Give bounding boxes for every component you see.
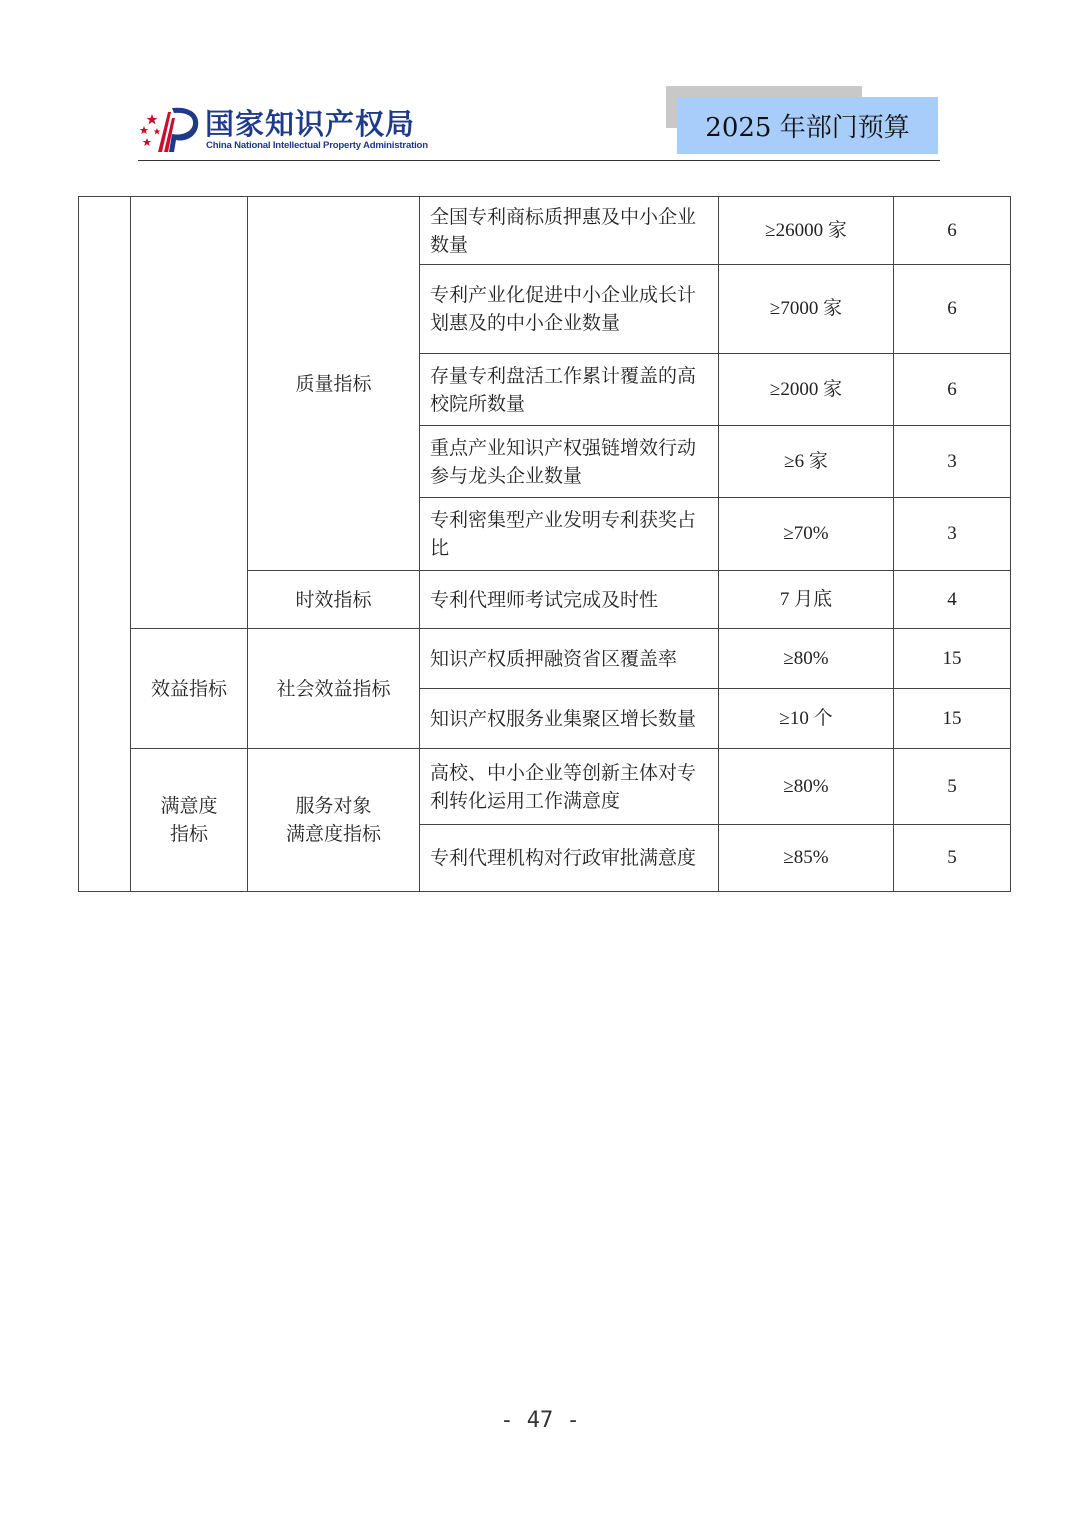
blank-category-cell [79, 197, 131, 892]
target-value-cell: 7 月底 [719, 571, 894, 629]
document-title-badge: 2025 年部门预算 [677, 97, 938, 154]
benefit-level2-label: 社会效益指标 [248, 629, 420, 749]
score-cell: 6 [894, 265, 1011, 354]
satisfaction-level2-line2: 满意度指标 [285, 823, 381, 845]
satisfaction-level2-label [248, 749, 420, 892]
target-value-cell: ≥7000 家 [719, 265, 894, 354]
indicator-cell: 知识产权服务业集聚区增长数量 [420, 689, 719, 749]
table-row [79, 749, 1011, 825]
score-cell: 5 [894, 749, 1011, 825]
logo-chinese-name: 国家知识产权局 [205, 107, 416, 141]
timeliness-indicator-label: 时效指标 [248, 571, 420, 629]
score-cell: 3 [894, 426, 1011, 498]
indicator-cell: 专利产业化促进中小企业成长计划惠及的中小企业数量 [420, 265, 719, 354]
target-value-cell: ≥80% [719, 749, 894, 825]
logo-english-name: China National Intellectual Property Administration [206, 140, 428, 151]
header-divider [138, 160, 940, 161]
indicator-cell: 专利代理师考试完成及时性 [420, 571, 719, 629]
performance-indicator-table-wrapper [78, 196, 1011, 892]
score-cell: 5 [894, 825, 1011, 892]
target-value-cell: ≥10 个 [719, 689, 894, 749]
target-value-cell: ≥26000 家 [719, 197, 894, 265]
score-cell: 15 [894, 689, 1011, 749]
target-value-cell: ≥6 家 [719, 426, 894, 498]
score-cell: 4 [894, 571, 1011, 629]
score-cell: 3 [894, 498, 1011, 571]
target-value-cell: ≥85% [719, 825, 894, 892]
indicator-cell: 重点产业知识产权强链增效行动参与龙头企业数量 [420, 426, 719, 498]
satisfaction-level1-line1: 满意度 [160, 795, 218, 817]
table-row [79, 197, 1011, 265]
target-value-cell: ≥2000 家 [719, 354, 894, 426]
indicator-cell: 知识产权质押融资省区覆盖率 [420, 629, 719, 689]
satisfaction-level1-label [131, 749, 248, 892]
indicator-cell: 专利密集型产业发明专利获奖占比 [420, 498, 719, 571]
indicator-cell: 存量专利盘活工作累计覆盖的高校院所数量 [420, 354, 719, 426]
indicator-cell: 专利代理机构对行政审批满意度 [420, 825, 719, 892]
target-value-cell: ≥80% [719, 629, 894, 689]
indicator-cell: 全国专利商标质押惠及中小企业数量 [420, 197, 719, 265]
output-level1-cell [131, 197, 248, 629]
score-cell: 6 [894, 197, 1011, 265]
cnipa-logo [138, 100, 438, 158]
score-cell: 15 [894, 629, 1011, 689]
page-header [0, 0, 1080, 170]
benefit-level1-label: 效益指标 [131, 629, 248, 749]
satisfaction-level2-line1: 服务对象 [295, 795, 372, 817]
target-value-cell: ≥70% [719, 498, 894, 571]
quality-indicator-label: 质量指标 [248, 197, 420, 571]
indicator-cell: 高校、中小企业等创新主体对专利转化运用工作满意度 [420, 749, 719, 825]
score-cell: 6 [894, 354, 1011, 426]
satisfaction-level1-line2: 指标 [169, 823, 208, 845]
table-row [79, 629, 1011, 689]
performance-indicator-table [78, 196, 1011, 892]
cnipa-emblem-icon [138, 104, 200, 156]
page-number: - 47 - [500, 1408, 580, 1433]
